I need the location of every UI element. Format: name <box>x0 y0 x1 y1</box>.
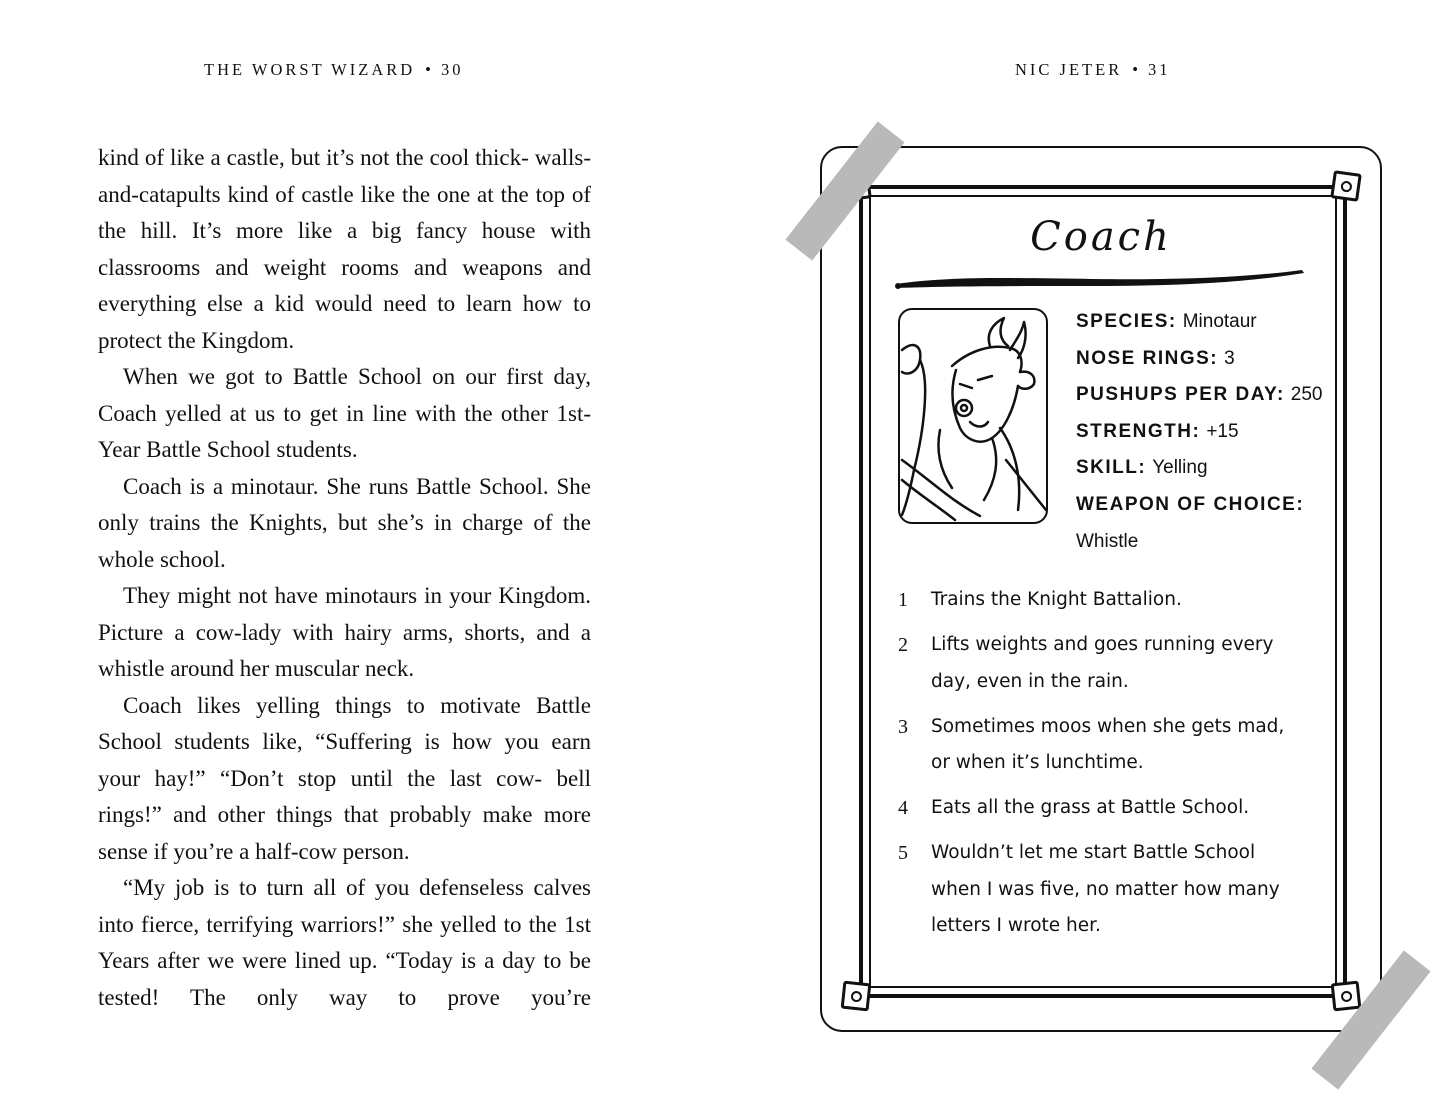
stat-weapon <box>1076 487 1336 524</box>
paragraph-4 <box>98 578 591 688</box>
running-head-left <box>204 60 463 80</box>
character-card <box>820 146 1382 1032</box>
minotaur-icon <box>900 310 1046 522</box>
paragraph-2 <box>98 359 591 469</box>
stat-value: Yelling <box>1152 457 1208 479</box>
stat-weapon-value-row <box>1076 524 1336 561</box>
list-item <box>898 790 1328 827</box>
fact-line: Lifts weights and goes running every <box>931 634 1274 655</box>
fact-line: Wouldn’t let me start Battle School <box>931 842 1256 863</box>
separator-dot: • <box>425 60 431 79</box>
list-item <box>898 709 1328 782</box>
fact-number: 2 <box>898 634 908 656</box>
paragraph-1 <box>98 140 591 359</box>
fact-line: Trains the Knight Battalion. <box>931 589 1182 610</box>
text-line: walls-and-catapults kind of castle like the one at <box>98 145 592 207</box>
text-line: “My job is to turn all of you defenseless calves <box>123 875 591 900</box>
author-name: NIC JETER <box>1015 60 1123 79</box>
text-line: and everything else a kid would need to learn <box>98 254 592 316</box>
corner-bracket-icon <box>1331 981 1362 1012</box>
fact-number: 3 <box>898 715 908 738</box>
corner-bracket-icon <box>841 981 872 1012</box>
text-line: Coach likes yelling things to motivate Battle <box>123 692 591 718</box>
stat-value: 3 <box>1224 347 1235 369</box>
text-line: Kingdom. Picture a cow-lady with hairy arms, <box>98 583 592 645</box>
list-item <box>898 582 1328 619</box>
page-number: 30 <box>440 60 464 79</box>
paragraph-5 <box>98 688 591 871</box>
fact-number: 5 <box>898 842 908 864</box>
text-line: of the whole school. <box>98 510 592 572</box>
right-page <box>722 0 1445 1117</box>
facts-list <box>898 582 1328 953</box>
fact-number: 1 <box>898 589 908 611</box>
fact-line: day, even in the rain. <box>931 670 1129 692</box>
text-line: Coach is a minotaur. She runs Battle School. <box>123 473 549 499</box>
text-line: more sense if you’re a half-cow person. <box>98 802 592 864</box>
text-line: into fierce, terrifying warriors!” she yelled to <box>98 911 522 937</box>
text-line: with classrooms and weight rooms and weapons <box>98 218 591 280</box>
stat-label: WEAPON OF CHOICE: <box>1076 493 1305 515</box>
stat-species <box>1076 304 1336 341</box>
separator-dot: • <box>1132 60 1138 79</box>
text-line: Coach yelled at us to get in line with the other <box>98 400 549 426</box>
minotaur-portrait <box>898 308 1048 524</box>
body-text <box>98 140 591 1016</box>
text-line: how to protect the Kingdom. <box>98 291 591 353</box>
fact-number: 4 <box>898 797 908 819</box>
fact-line: or when it’s lunchtime. <box>931 752 1144 773</box>
fact-line: Eats all the grass at Battle School. <box>931 797 1250 818</box>
text-line: When we got to Battle School on our first day, <box>123 364 591 389</box>
text-line: earn your hay!” “Don’t stop until the last cow- <box>98 729 591 791</box>
text-line: She only trains the Knights, but she’s in charge <box>98 473 591 535</box>
text-line: School students like, “Suffering is how you <box>98 729 539 754</box>
fact-line: letters I wrote her. <box>931 915 1101 936</box>
fact-line: Sometimes moos when she gets mad, <box>931 715 1285 737</box>
text-line: 1st-Year Battle School students. <box>98 400 592 462</box>
stat-nose-rings <box>1076 341 1336 378</box>
stat-label: SPECIES: <box>1076 311 1177 332</box>
left-page <box>0 0 722 1117</box>
text-line: the 1st Years after we were lined up. “Today is a <box>98 911 591 973</box>
fact-line: when I was five, no matter how many <box>931 878 1280 900</box>
stat-label: PUSHUPS PER DAY: <box>1076 384 1285 406</box>
stat-value: Minotaur <box>1182 311 1257 332</box>
stat-label: SKILL: <box>1076 457 1147 479</box>
text-line: They might not have minotaurs in your <box>123 583 492 608</box>
book-title: THE WORST WIZARD <box>204 60 416 79</box>
stat-label: NOSE RINGS: <box>1076 347 1219 369</box>
paragraph-6 <box>98 870 591 1016</box>
text-line: kind of like a castle, but it’s not the cool thick- <box>98 145 529 170</box>
card-title: Coach <box>1030 214 1172 260</box>
page-number: 31 <box>1148 60 1171 79</box>
stats-list <box>1076 304 1336 560</box>
stat-skill <box>1076 450 1336 487</box>
corner-bracket-icon <box>1330 170 1362 202</box>
stat-value: Whistle <box>1076 530 1139 552</box>
text-line: shorts, and a whistle around her muscular neck. <box>98 619 591 681</box>
stat-value: +15 <box>1206 420 1239 442</box>
text-line: bell rings!” and other things that probably make <box>98 765 592 827</box>
list-item <box>898 835 1328 945</box>
stat-value: 250 <box>1290 384 1323 406</box>
swoosh-underline-icon <box>892 266 1306 292</box>
stat-strength <box>1076 414 1336 451</box>
running-head-right <box>1015 60 1171 80</box>
text-line: day to be tested! The only way to prove you’re <box>98 948 591 1010</box>
paragraph-3 <box>98 469 591 579</box>
text-line: the top of the hill. It’s more like a big fancy house <box>98 181 592 243</box>
stat-label: STRENGTH: <box>1076 420 1201 442</box>
stat-pushups <box>1076 377 1336 414</box>
list-item <box>898 627 1328 700</box>
